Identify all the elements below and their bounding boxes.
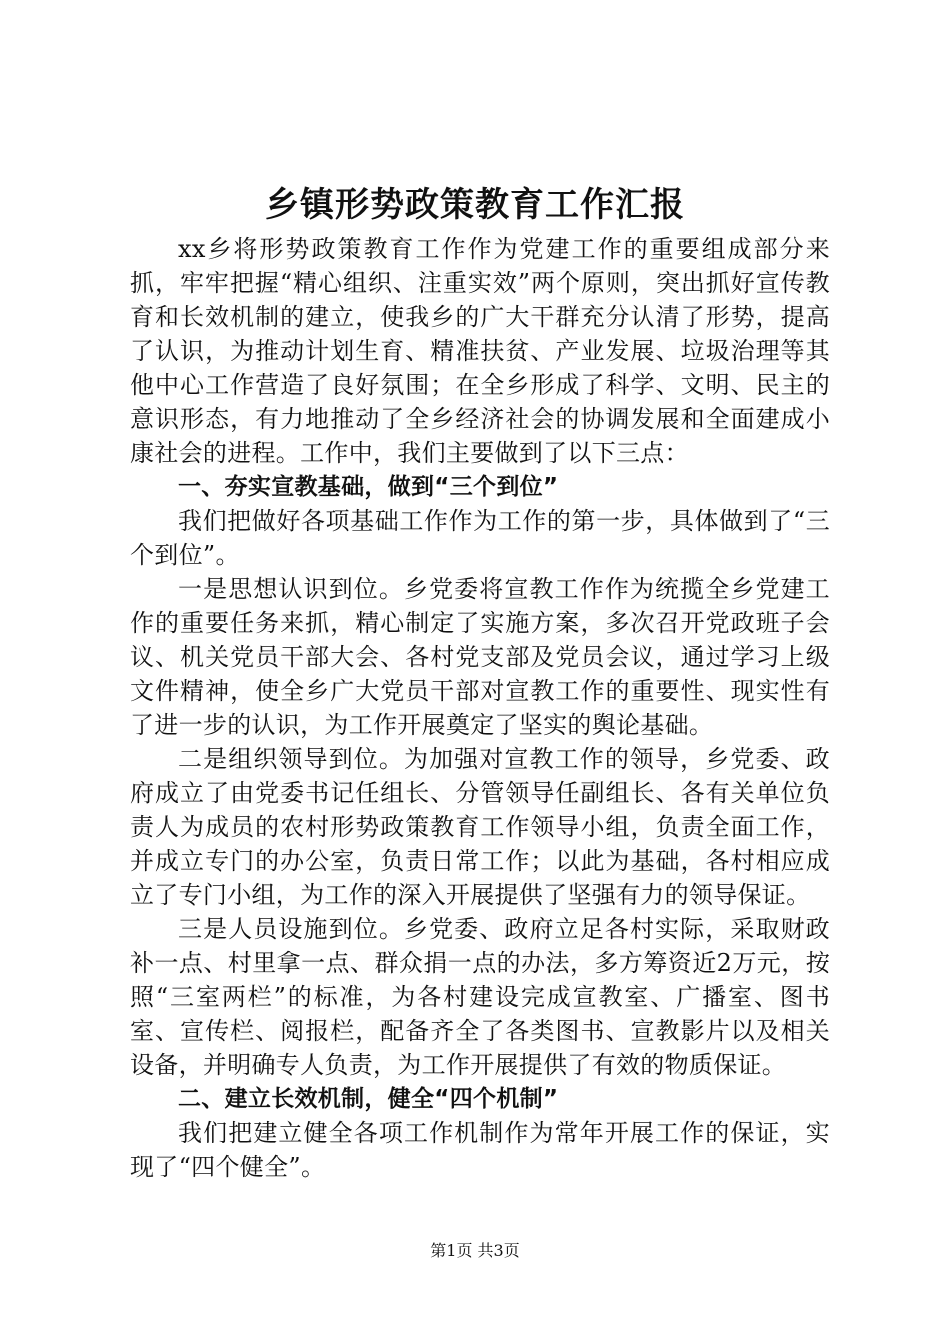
paragraph: xx乡将形势政策教育工作作为党建工作的重要组成部分来抓，牢牢把握“精心组织、注重实效”两个原则，突出抓好宣传教育和长效机制的建立，使我乡的广大干群充分认清了形势，提高了认识，为推动计划生育、精准扶贫、产业发展、垃圾治理等其他中心工作营造了良好氛围；在全乡形成了科学、文明、民主的意识形态，有力地推动了全乡经济社会的协调发展和全面建成小康社会的进程。工作中，我们主要做到了以下三点： <box>130 235 830 467</box>
paragraph: 一是思想认识到位。乡党委将宣教工作作为统揽全乡党建工作的重要任务来抓，精心制定了实施方案，多次召开党政班子会议、机关党员干部大会、各村党支部及党员会议，通过学习上级文件精神，使全乡广大党员干部对宣教工作的重要性、现实性有了进一步的认识，为工作开展奠定了坚实的舆论基础。 <box>130 575 830 739</box>
document-body <box>130 232 830 1184</box>
section-heading: 二、建立长效机制，健全“四个机制” <box>178 1086 559 1112</box>
paragraph: 二是组织领导到位。为加强对宣教工作的领导，乡党委、政府成立了由党委书记任组长、分管领导任副组长、各有关单位负责人为成员的农村形势政策教育工作领导小组，负责全面工作，并成立专门的办公室，负责日常工作；以此为基础，各村相应成立了专门小组，为工作的深入开展提供了坚强有力的领导保证。 <box>130 745 830 909</box>
paragraph: 我们把做好各项基础工作作为工作的第一步，具体做到了“三个到位”。 <box>130 507 830 569</box>
paragraph: 我们把建立健全各项工作机制作为常年开展工作的保证，实现了“四个健全”。 <box>130 1119 830 1181</box>
page-number: 第1页 共3页 <box>430 1241 520 1260</box>
paragraph: 三是人员设施到位。乡党委、政府立足各村实际，采取财政补一点、村里拿一点、群众捐一点的办法，多方筹资近2万元，按照“三室两栏”的标准，为各村建设完成宣教室、广播室、图书室、宣传栏、阅报栏，配备齐全了各类图书、宣教影片以及相关设备，并明确专人负责，为工作开展提供了有效的物质保证。 <box>130 915 830 1079</box>
section-heading: 一、夯实宣教基础，做到“三个到位” <box>178 474 559 500</box>
document-title: 乡镇形势政策教育工作汇报 <box>265 185 685 225</box>
